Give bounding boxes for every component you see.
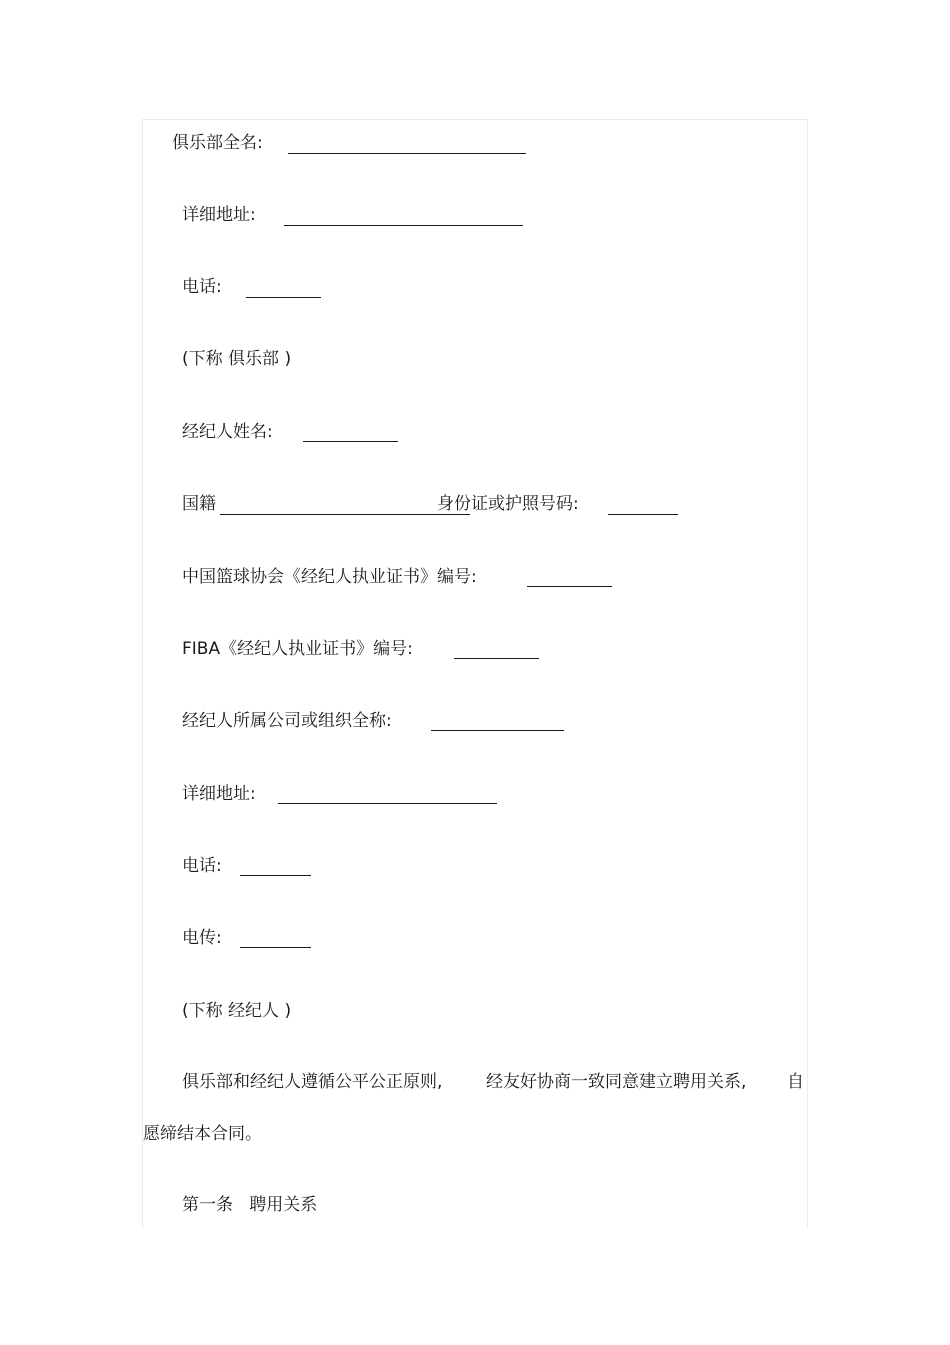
paragraph-1-part-1: 俱乐部和经纪人遵循公平公正原则,: [182, 1072, 443, 1092]
agent-name-blank: [303, 441, 398, 442]
cba-license-label: 中国篮球协会《经纪人执业证书》编号:: [182, 567, 477, 587]
cba-license-blank: [527, 586, 612, 587]
article-1-heading: 第一条 聘用关系: [182, 1195, 318, 1215]
agent-company-blank: [431, 730, 564, 731]
fiba-license-blank: [454, 658, 539, 659]
paragraph-1-part-2: 经友好协商一致同意建立聘用关系,: [486, 1072, 747, 1092]
agent-alias: (下称 经纪人 ): [182, 1001, 292, 1021]
paragraph-1-part-3: 自: [787, 1072, 804, 1092]
document-page: [142, 119, 808, 1229]
club-alias: (下称 俱乐部 ): [182, 349, 292, 369]
club-phone-label: 电话:: [182, 277, 222, 297]
agent-fax-blank: [240, 947, 311, 948]
club-name-label: 俱乐部全名:: [172, 133, 263, 153]
agent-phone-label: 电话:: [182, 856, 222, 876]
agent-address-label: 详细地址:: [182, 784, 256, 804]
nationality-label: 国籍: [182, 494, 216, 514]
id-passport-label: 身份证或护照号码:: [437, 494, 579, 514]
agent-name-label: 经纪人姓名:: [182, 422, 273, 442]
agent-company-label: 经纪人所属公司或组织全称:: [182, 711, 392, 731]
club-phone-blank: [246, 297, 321, 298]
club-address-label: 详细地址:: [182, 205, 256, 225]
agent-address-blank: [278, 803, 497, 804]
agent-phone-blank: [240, 875, 311, 876]
nationality-blank: [220, 514, 470, 515]
paragraph-1-line-2: 愿缔结本合同。: [143, 1124, 262, 1144]
club-name-blank: [288, 153, 526, 154]
id-passport-blank: [608, 514, 678, 515]
fiba-license-label: FIBA《经纪人执业证书》编号:: [182, 639, 413, 659]
agent-fax-label: 电传:: [182, 928, 222, 948]
club-address-blank: [284, 225, 523, 226]
